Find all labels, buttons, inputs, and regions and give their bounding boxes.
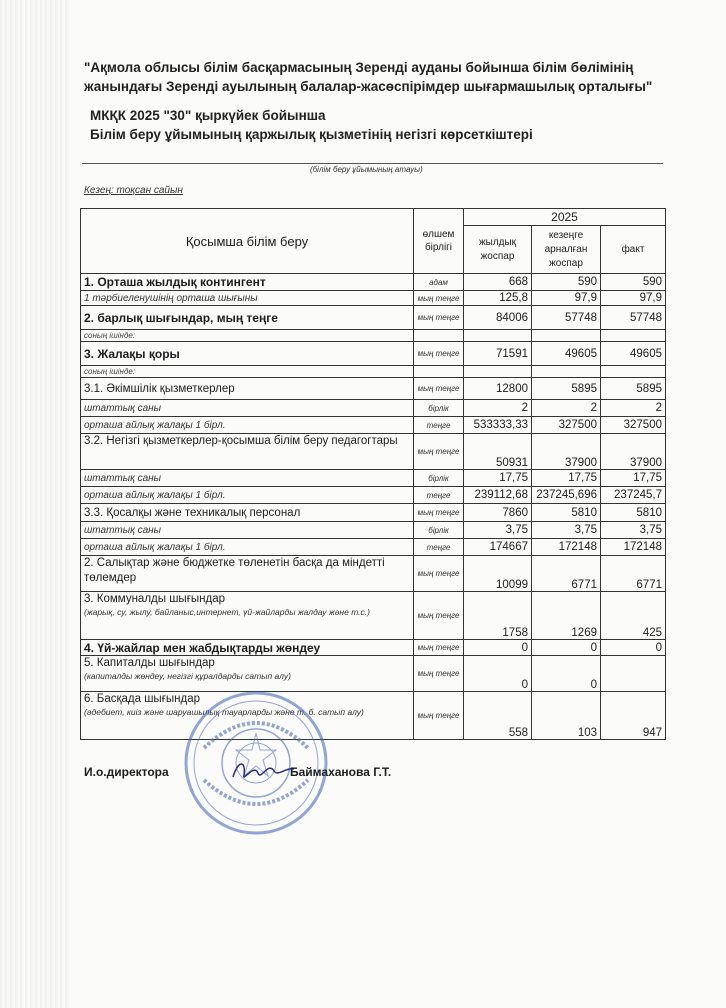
table-row: [81, 306, 666, 330]
row-label: штаттық саны: [81, 522, 414, 539]
row-unit: адам: [414, 274, 464, 291]
table-row: [81, 522, 666, 539]
fact-value: 0: [601, 640, 666, 656]
financial-indicators-table: [80, 208, 666, 740]
row-detail: (жарық, су, жылу, байланыс,интернет, үй-жайларды жалдау және т.с.): [84, 607, 370, 617]
annual-plan-value: 533333,33: [464, 417, 532, 434]
period-plan-value: 97,9: [532, 291, 601, 306]
row-unit: теңге: [414, 539, 464, 556]
fact-value: 947: [601, 692, 666, 740]
fact-value: 425: [601, 592, 666, 640]
report-heading: [90, 106, 664, 144]
row-label: орташа айлық жалақы 1 бірл.: [81, 417, 414, 434]
period-plan-value: 6771: [532, 556, 601, 592]
annual-plan-value: 10099: [464, 556, 532, 592]
fact-value: 172148: [601, 539, 666, 556]
row-label: [81, 656, 414, 692]
period-plan-value: 5810: [532, 504, 601, 522]
row-unit: мың теңге: [414, 504, 464, 522]
annual-plan-value: 7860: [464, 504, 532, 522]
annual-plan-value: 84006: [464, 306, 532, 330]
table-row: [81, 504, 666, 522]
row-unit: бірлік: [414, 470, 464, 487]
table-row: [81, 487, 666, 504]
fact-value: 327500: [601, 417, 666, 434]
table-row: [81, 400, 666, 417]
row-label: соның ішінде:: [81, 366, 414, 378]
period-plan-value: 49605: [532, 342, 601, 366]
period-plan-value: 37900: [532, 434, 601, 470]
row-unit: [414, 366, 464, 378]
period-plan-value: [532, 366, 601, 378]
table-row: [81, 330, 666, 342]
row-label: штаттық саны: [81, 400, 414, 417]
row-label: 2. Салықтар және бюджетке төленетін басқа да міндетті төлемдер: [81, 556, 414, 592]
organization-name-line2: жанындағы Зеренді ауылының балалар-жасөспірімдер шығармашылық орталығы": [84, 79, 653, 94]
fact-value: 590: [601, 274, 666, 291]
fact-value: [601, 656, 666, 692]
row-label: 1 тәрбиеленушінің орташа шығыны: [81, 291, 414, 306]
annual-plan-value: 0: [464, 640, 532, 656]
period-plan-value: 57748: [532, 306, 601, 330]
row-unit: мың теңге: [414, 434, 464, 470]
table-row: [81, 539, 666, 556]
period-plan-value: 2: [532, 400, 601, 417]
fact-value: 17,75: [601, 470, 666, 487]
column-header-title: Қосымша білім беру: [81, 209, 414, 274]
organization-name-line1: "Ақмола облысы білім басқармасының Зеренді ауданы бойынша білім бөлімінің: [84, 60, 634, 75]
annual-plan-value: 0: [464, 656, 532, 692]
row-label: 3.2. Негізгі қызметкерлер-қосымша білім беру педагогтары: [81, 434, 414, 470]
row-label: 1. Орташа жылдық контингент: [81, 274, 414, 291]
annual-plan-value: 239112,68: [464, 487, 532, 504]
column-header-year: 2025: [464, 209, 666, 226]
table-row: [81, 592, 666, 640]
fact-value: 57748: [601, 306, 666, 330]
period-plan-value: 172148: [532, 539, 601, 556]
annual-plan-value: 668: [464, 274, 532, 291]
annual-plan-value: 125,8: [464, 291, 532, 306]
row-unit: мың теңге: [414, 291, 464, 306]
period-plan-value: 0: [532, 656, 601, 692]
row-unit: теңге: [414, 417, 464, 434]
row-unit: мың теңге: [414, 556, 464, 592]
period-plan-value: 327500: [532, 417, 601, 434]
row-unit: мың теңге: [414, 692, 464, 740]
row-label: орташа айлық жалақы 1 бірл.: [81, 539, 414, 556]
row-detail: (капиталды жөндеу, негізгі құралдарды сатып алу): [84, 671, 291, 681]
report-title: Білім беру ұйымының қаржылық қызметінің негізгі көрсеткіштері: [90, 127, 533, 142]
fact-value: 97,9: [601, 291, 666, 306]
table-row: [81, 656, 666, 692]
row-label: штаттық саны: [81, 470, 414, 487]
fact-value: 237245,7: [601, 487, 666, 504]
table-row: [81, 556, 666, 592]
report-date: МКҚК 2025 "30" қыркүйек бойынша: [90, 108, 326, 123]
annual-plan-value: 71591: [464, 342, 532, 366]
table-row: [81, 470, 666, 487]
table-row: [81, 274, 666, 291]
row-label: 3.3. Қосалқы және техникалық персонал: [81, 504, 414, 522]
row-unit: мың теңге: [414, 306, 464, 330]
row-label: 4. Үй-жайлар мен жабдықтарды жөндеу: [81, 640, 414, 656]
org-name-caption: (білім беру ұйымының атауы): [310, 165, 423, 174]
annual-plan-value: [464, 366, 532, 378]
period-plan-value: [532, 330, 601, 342]
period-plan-value: 17,75: [532, 470, 601, 487]
row-unit: [414, 330, 464, 342]
row-title: 5. Капиталды шығындар: [84, 657, 215, 669]
row-label: [81, 592, 414, 640]
table-row: [81, 640, 666, 656]
annual-plan-value: 3,75: [464, 522, 532, 539]
scan-shadow: [0, 0, 70, 1008]
row-label: 3. Жалақы қоры: [81, 342, 414, 366]
period-plan-value: 237245,696: [532, 487, 601, 504]
org-name-line: [82, 163, 663, 164]
row-unit: мың теңге: [414, 656, 464, 692]
row-unit: бірлік: [414, 400, 464, 417]
column-header-period-plan: кезеңге арналған жоспар: [532, 226, 601, 274]
signatory-position: И.о.директора: [84, 765, 169, 779]
column-header-annual-plan: жылдық жоспар: [464, 226, 532, 274]
fact-value: [601, 366, 666, 378]
document-header: [84, 58, 664, 144]
annual-plan-value: 558: [464, 692, 532, 740]
row-unit: мың теңге: [414, 640, 464, 656]
column-header-unit: өлшем бірлігі: [414, 209, 464, 274]
row-unit: теңге: [414, 487, 464, 504]
fact-value: 37900: [601, 434, 666, 470]
row-label: 2. барлық шығындар, мың теңге: [81, 306, 414, 330]
fact-value: 3,75: [601, 522, 666, 539]
table-row: [81, 378, 666, 400]
row-unit: бірлік: [414, 522, 464, 539]
period-label: Кезең: тоқсан сайын: [84, 185, 183, 196]
table-row: [81, 434, 666, 470]
table-row: [81, 692, 666, 740]
row-label: соның ішінде:: [81, 330, 414, 342]
signatory-name: Баймаханова Г.Т.: [290, 765, 392, 779]
fact-value: [601, 330, 666, 342]
annual-plan-value: 12800: [464, 378, 532, 400]
table-row: [81, 366, 666, 378]
period-plan-value: 5895: [532, 378, 601, 400]
period-plan-value: 0: [532, 640, 601, 656]
table-row: [81, 417, 666, 434]
period-plan-value: 590: [532, 274, 601, 291]
row-label: 3.1. Әкімшілік қызметкерлер: [81, 378, 414, 400]
fact-value: 2: [601, 400, 666, 417]
period-plan-value: 3,75: [532, 522, 601, 539]
fact-value: 49605: [601, 342, 666, 366]
row-title: 6. Басқада шығындар: [84, 693, 201, 705]
row-unit: мың теңге: [414, 378, 464, 400]
period-plan-value: 103: [532, 692, 601, 740]
row-title: 3. Коммуналды шығындар: [84, 593, 226, 605]
fact-value: 5810: [601, 504, 666, 522]
row-unit: мың теңге: [414, 342, 464, 366]
annual-plan-value: 1758: [464, 592, 532, 640]
row-unit: мың теңге: [414, 592, 464, 640]
annual-plan-value: 2: [464, 400, 532, 417]
annual-plan-value: 17,75: [464, 470, 532, 487]
organization-name: [84, 58, 664, 96]
table-row: [81, 291, 666, 306]
fact-value: 6771: [601, 556, 666, 592]
row-label: орташа айлық жалақы 1 бірл.: [81, 487, 414, 504]
row-detail: (әдебиет, киіз және шаруашылық тауарларды және т. б. сатып алу): [84, 707, 364, 717]
period-plan-value: 1269: [532, 592, 601, 640]
column-header-fact: факт: [601, 226, 666, 274]
annual-plan-value: [464, 330, 532, 342]
fact-value: 5895: [601, 378, 666, 400]
signature-scribble: [228, 755, 298, 785]
table-row: [81, 342, 666, 366]
annual-plan-value: 174667: [464, 539, 532, 556]
annual-plan-value: 50931: [464, 434, 532, 470]
